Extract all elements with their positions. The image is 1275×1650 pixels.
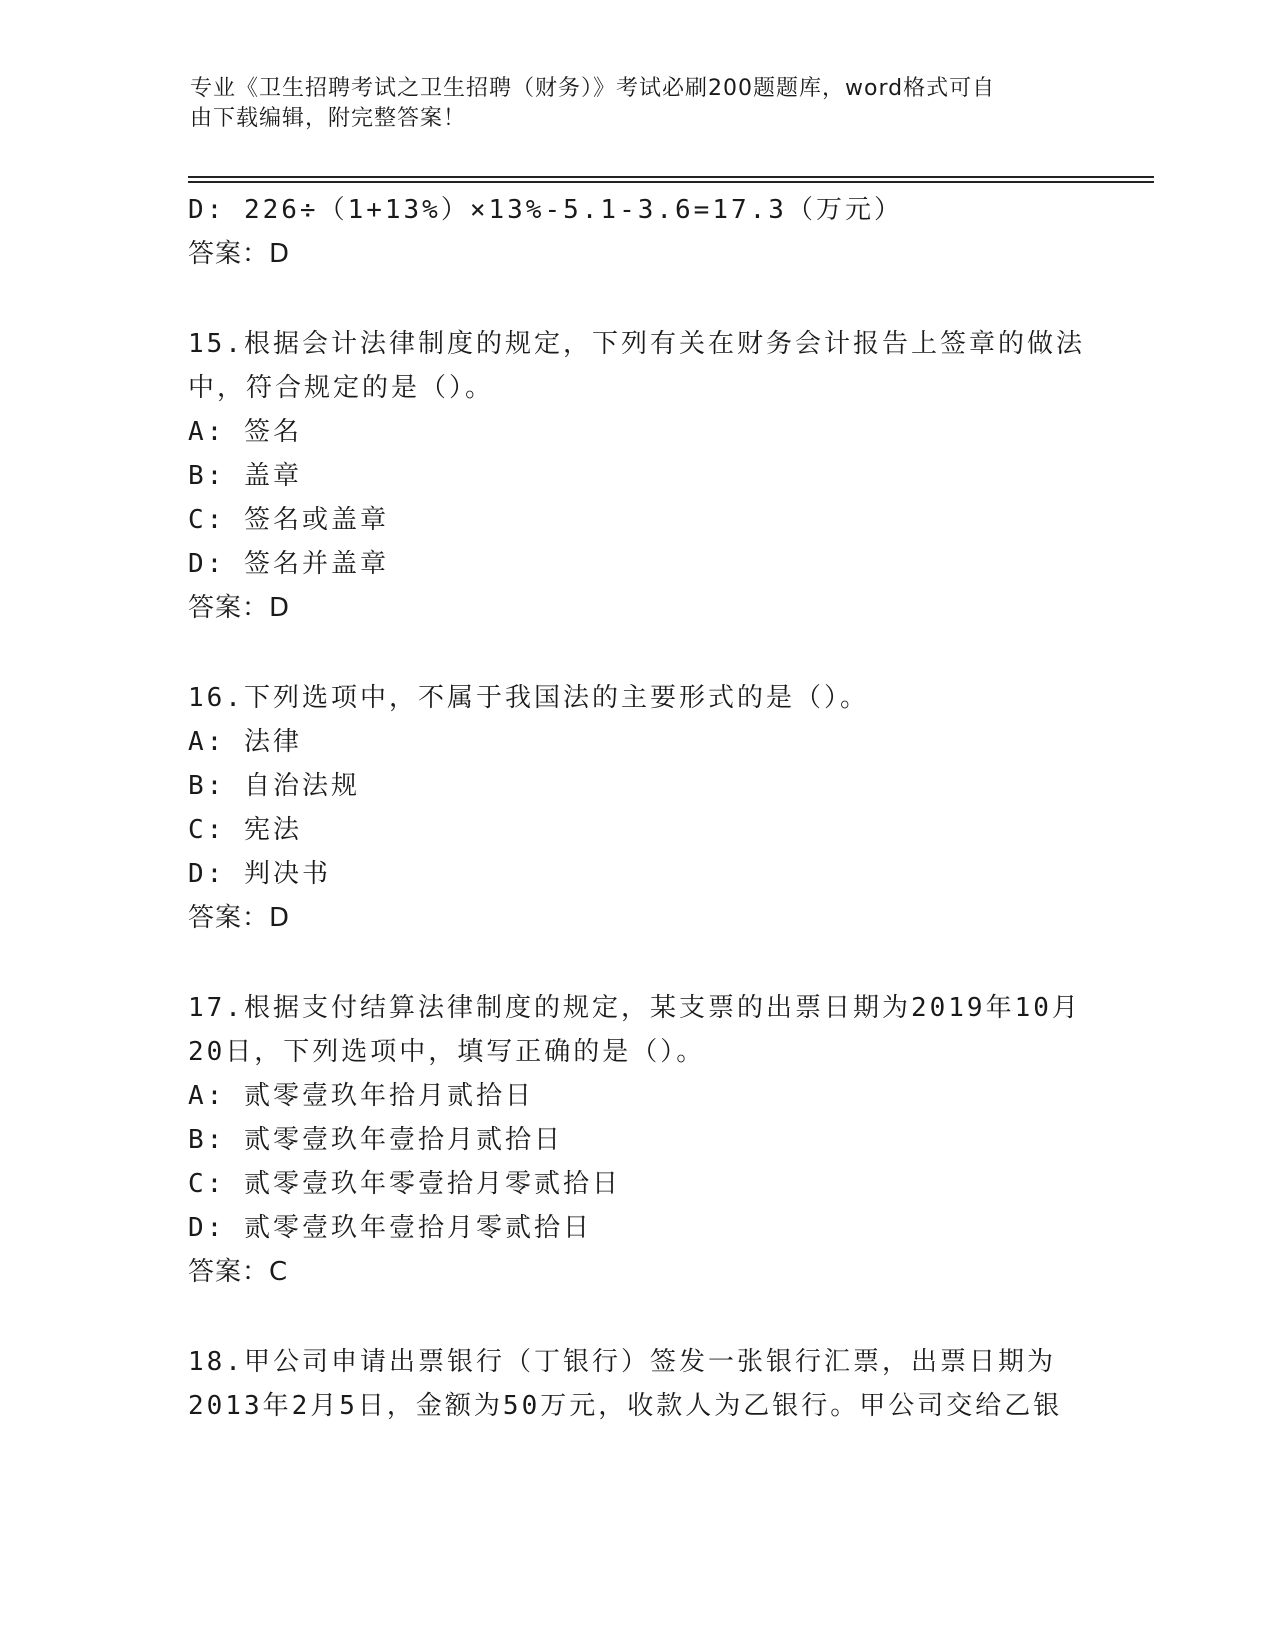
q16-option-d: D: 判决书: [188, 859, 331, 889]
header-rule-bottom: [188, 181, 1154, 183]
header-line-2: 由下载编辑，附完整答案！: [190, 106, 467, 131]
q17-answer: 答案：C: [188, 1257, 289, 1287]
prev-option-d: D: 226÷（1+13%）×13%-5.1-3.6=17.3（万元）: [188, 195, 903, 225]
q15-answer: 答案：D: [188, 593, 291, 623]
header-line-1: 专业《卫生招聘考试之卫生招聘（财务）》考试必刷200题题库，word格式可自: [190, 76, 996, 101]
q16-answer: 答案：D: [188, 903, 291, 933]
q17-option-a: A: 贰零壹玖年拾月贰拾日: [188, 1081, 534, 1111]
prev-answer: 答案：D: [188, 239, 291, 269]
q16-option-a: A: 法律: [188, 727, 302, 757]
document-header: [190, 74, 1070, 134]
q17-option-d: D: 贰零壹玖年壹拾月零贰拾日: [188, 1213, 592, 1243]
q15-stem-line-2: 中，符合规定的是（）。: [188, 373, 495, 403]
q17-option-c: C: 贰零壹玖年零壹拾月零贰拾日: [188, 1169, 621, 1199]
q18-stem-line-2: 2013年2月5日，金额为50万元，收款人为乙银行。甲公司交给乙银: [188, 1391, 1063, 1421]
header-rule-top: [188, 176, 1154, 178]
q17-option-b: B: 贰零壹玖年壹拾月贰拾日: [188, 1125, 563, 1155]
q15-option-d: D: 签名并盖章: [188, 549, 389, 579]
q15-stem-line-1: 15.根据会计法律制度的规定，下列有关在财务会计报告上签章的做法: [188, 329, 1085, 359]
q15-option-c: C: 签名或盖章: [188, 505, 389, 535]
q15-option-b: B: 盖章: [188, 461, 302, 491]
q16-option-b: B: 自治法规: [188, 771, 360, 801]
q18-stem-line-1: 18.甲公司申请出票银行（丁银行）签发一张银行汇票，出票日期为: [188, 1347, 1056, 1377]
q16-stem-line-1: 16.下列选项中，不属于我国法的主要形式的是（）。: [188, 683, 869, 713]
q16-option-c: C: 宪法: [188, 815, 302, 845]
q17-stem-line-1: 17.根据支付结算法律制度的规定，某支票的出票日期为2019年10月: [188, 993, 1081, 1023]
q17-stem-line-2: 20日，下列选项中，填写正确的是（）。: [188, 1037, 706, 1067]
q15-option-a: A: 签名: [188, 417, 302, 447]
